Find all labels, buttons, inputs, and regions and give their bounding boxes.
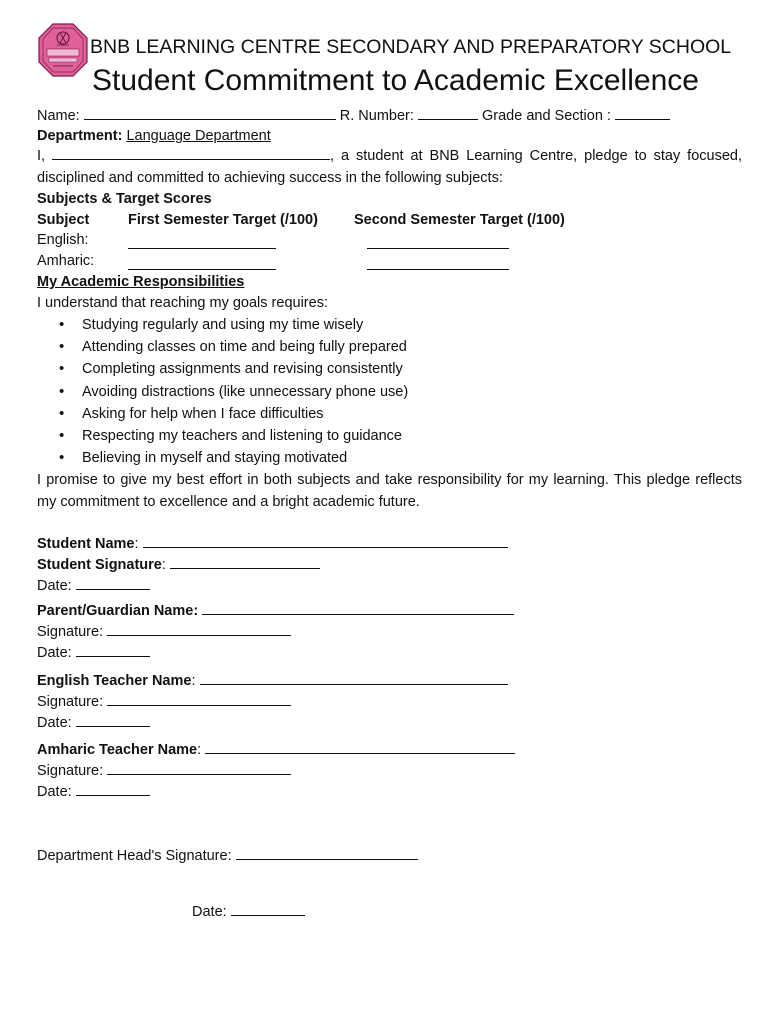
responsibilities-intro: I understand that reaching my goals requires: [37,295,328,311]
date-label: Date: [37,715,72,731]
amharic-teacher-row [37,740,515,759]
parent-date-field[interactable] [76,643,150,657]
parent-name-row [37,601,514,620]
subjects-col-first: First Semester Target (/100) [128,212,318,228]
student-name-label: Student Name [37,536,135,552]
r-number-field[interactable] [418,106,478,120]
dept-head-label: Department Head's Signature: [37,848,232,864]
final-date-field[interactable] [231,902,305,916]
name-row [37,106,670,125]
amharic-date-field[interactable] [76,782,150,796]
parent-date-row [37,643,150,662]
english-signature-field[interactable] [107,692,291,706]
signature-label: Signature: [37,763,104,779]
list-item: • Attending classes on time and being fully prepared [37,336,408,358]
student-name-field[interactable] [143,534,508,548]
responsibilities-list [37,314,408,469]
dept-head-signature-field[interactable] [236,846,418,860]
list-item: • Avoiding distractions (like unnecessary phone use) [37,381,408,403]
parent-signature-row [37,622,291,641]
parent-name-field[interactable] [202,601,514,615]
final-date-row [192,902,305,921]
colon: : [197,742,202,758]
english-signature-row [37,692,291,711]
amharic-teacher-label: Amharic Teacher Name [37,742,198,758]
english-date-row [37,713,150,732]
signature-label: Signature: [37,624,104,640]
list-item: • Believing in myself and staying motivated [37,447,408,469]
subject-english-label: English: [37,232,89,248]
student-signature-field[interactable] [170,555,320,569]
english-teacher-label: English Teacher Name [37,673,192,689]
english-teacher-row [37,671,508,690]
dept-head-row [37,846,418,865]
school-name: BNB LEARNING CENTRE SECONDARY AND PREPARATORY SCHOOL [90,36,732,58]
pledge-text: , a student at BNB Learning Centre, pledge to stay focused, disciplined and committed to achieving success in the following subjects: [37,148,742,186]
english-second-target-field[interactable] [367,235,509,249]
name-field[interactable] [84,106,336,120]
list-item: • Respecting my teachers and listening to guidance [37,425,408,447]
list-item: • Asking for help when I face difficulties [37,403,408,425]
date-label: Date: [37,578,72,594]
amharic-signature-row [37,761,291,780]
student-date-field[interactable] [76,576,150,590]
grade-section-field[interactable] [615,106,670,120]
school-logo-icon [38,23,88,77]
name-label: Name: [37,108,80,124]
r-number-label: R. Number: [339,108,414,124]
colon: : [191,673,196,689]
pledge-paragraph [37,145,742,189]
department-row [37,127,271,145]
amharic-signature-field[interactable] [107,761,291,775]
subjects-heading: Subjects & Target Scores [37,191,212,207]
promise-paragraph: I promise to give my best effort in both subjects and take responsibility for my learning. This pledge reflects my commitment to excellence and a bright academic future. [37,472,742,510]
subject-amharic-label: Amharic: [37,253,95,269]
pledge-name-field[interactable] [52,146,330,160]
colon: : [134,536,139,552]
department-value: Language Department [126,128,271,144]
student-name-row [37,534,508,553]
english-teacher-field[interactable] [200,671,508,685]
list-item: • Completing assignments and revising consistently [37,358,408,380]
responsibilities-heading: My Academic Responsibilities [37,274,245,290]
list-item: • Studying regularly and using my time wisely [37,314,408,336]
student-signature-row [37,555,320,574]
subjects-col-second: Second Semester Target (/100) [354,212,565,228]
amharic-date-row [37,782,150,801]
amharic-second-target-field[interactable] [367,256,509,270]
subjects-col-subject: Subject [37,212,90,228]
colon: : [161,557,166,573]
english-first-target-field[interactable] [128,235,276,249]
date-label: Date: [37,645,72,661]
department-label: Department: [37,128,123,144]
grade-section-label: Grade and Section : [481,108,611,124]
amharic-first-target-field[interactable] [128,256,276,270]
final-date-label: Date: [192,904,227,920]
parent-name-label: Parent/Guardian Name: [37,603,199,619]
amharic-teacher-field[interactable] [205,740,515,754]
date-label: Date: [37,784,72,800]
pledge-start: I, [37,148,46,164]
student-date-row [37,576,150,595]
parent-signature-field[interactable] [107,622,291,636]
english-date-field[interactable] [76,713,150,727]
student-signature-label: Student Signature [37,557,162,573]
page-title: Student Commitment to Academic Excellence [92,64,699,97]
signature-label: Signature: [37,694,104,710]
